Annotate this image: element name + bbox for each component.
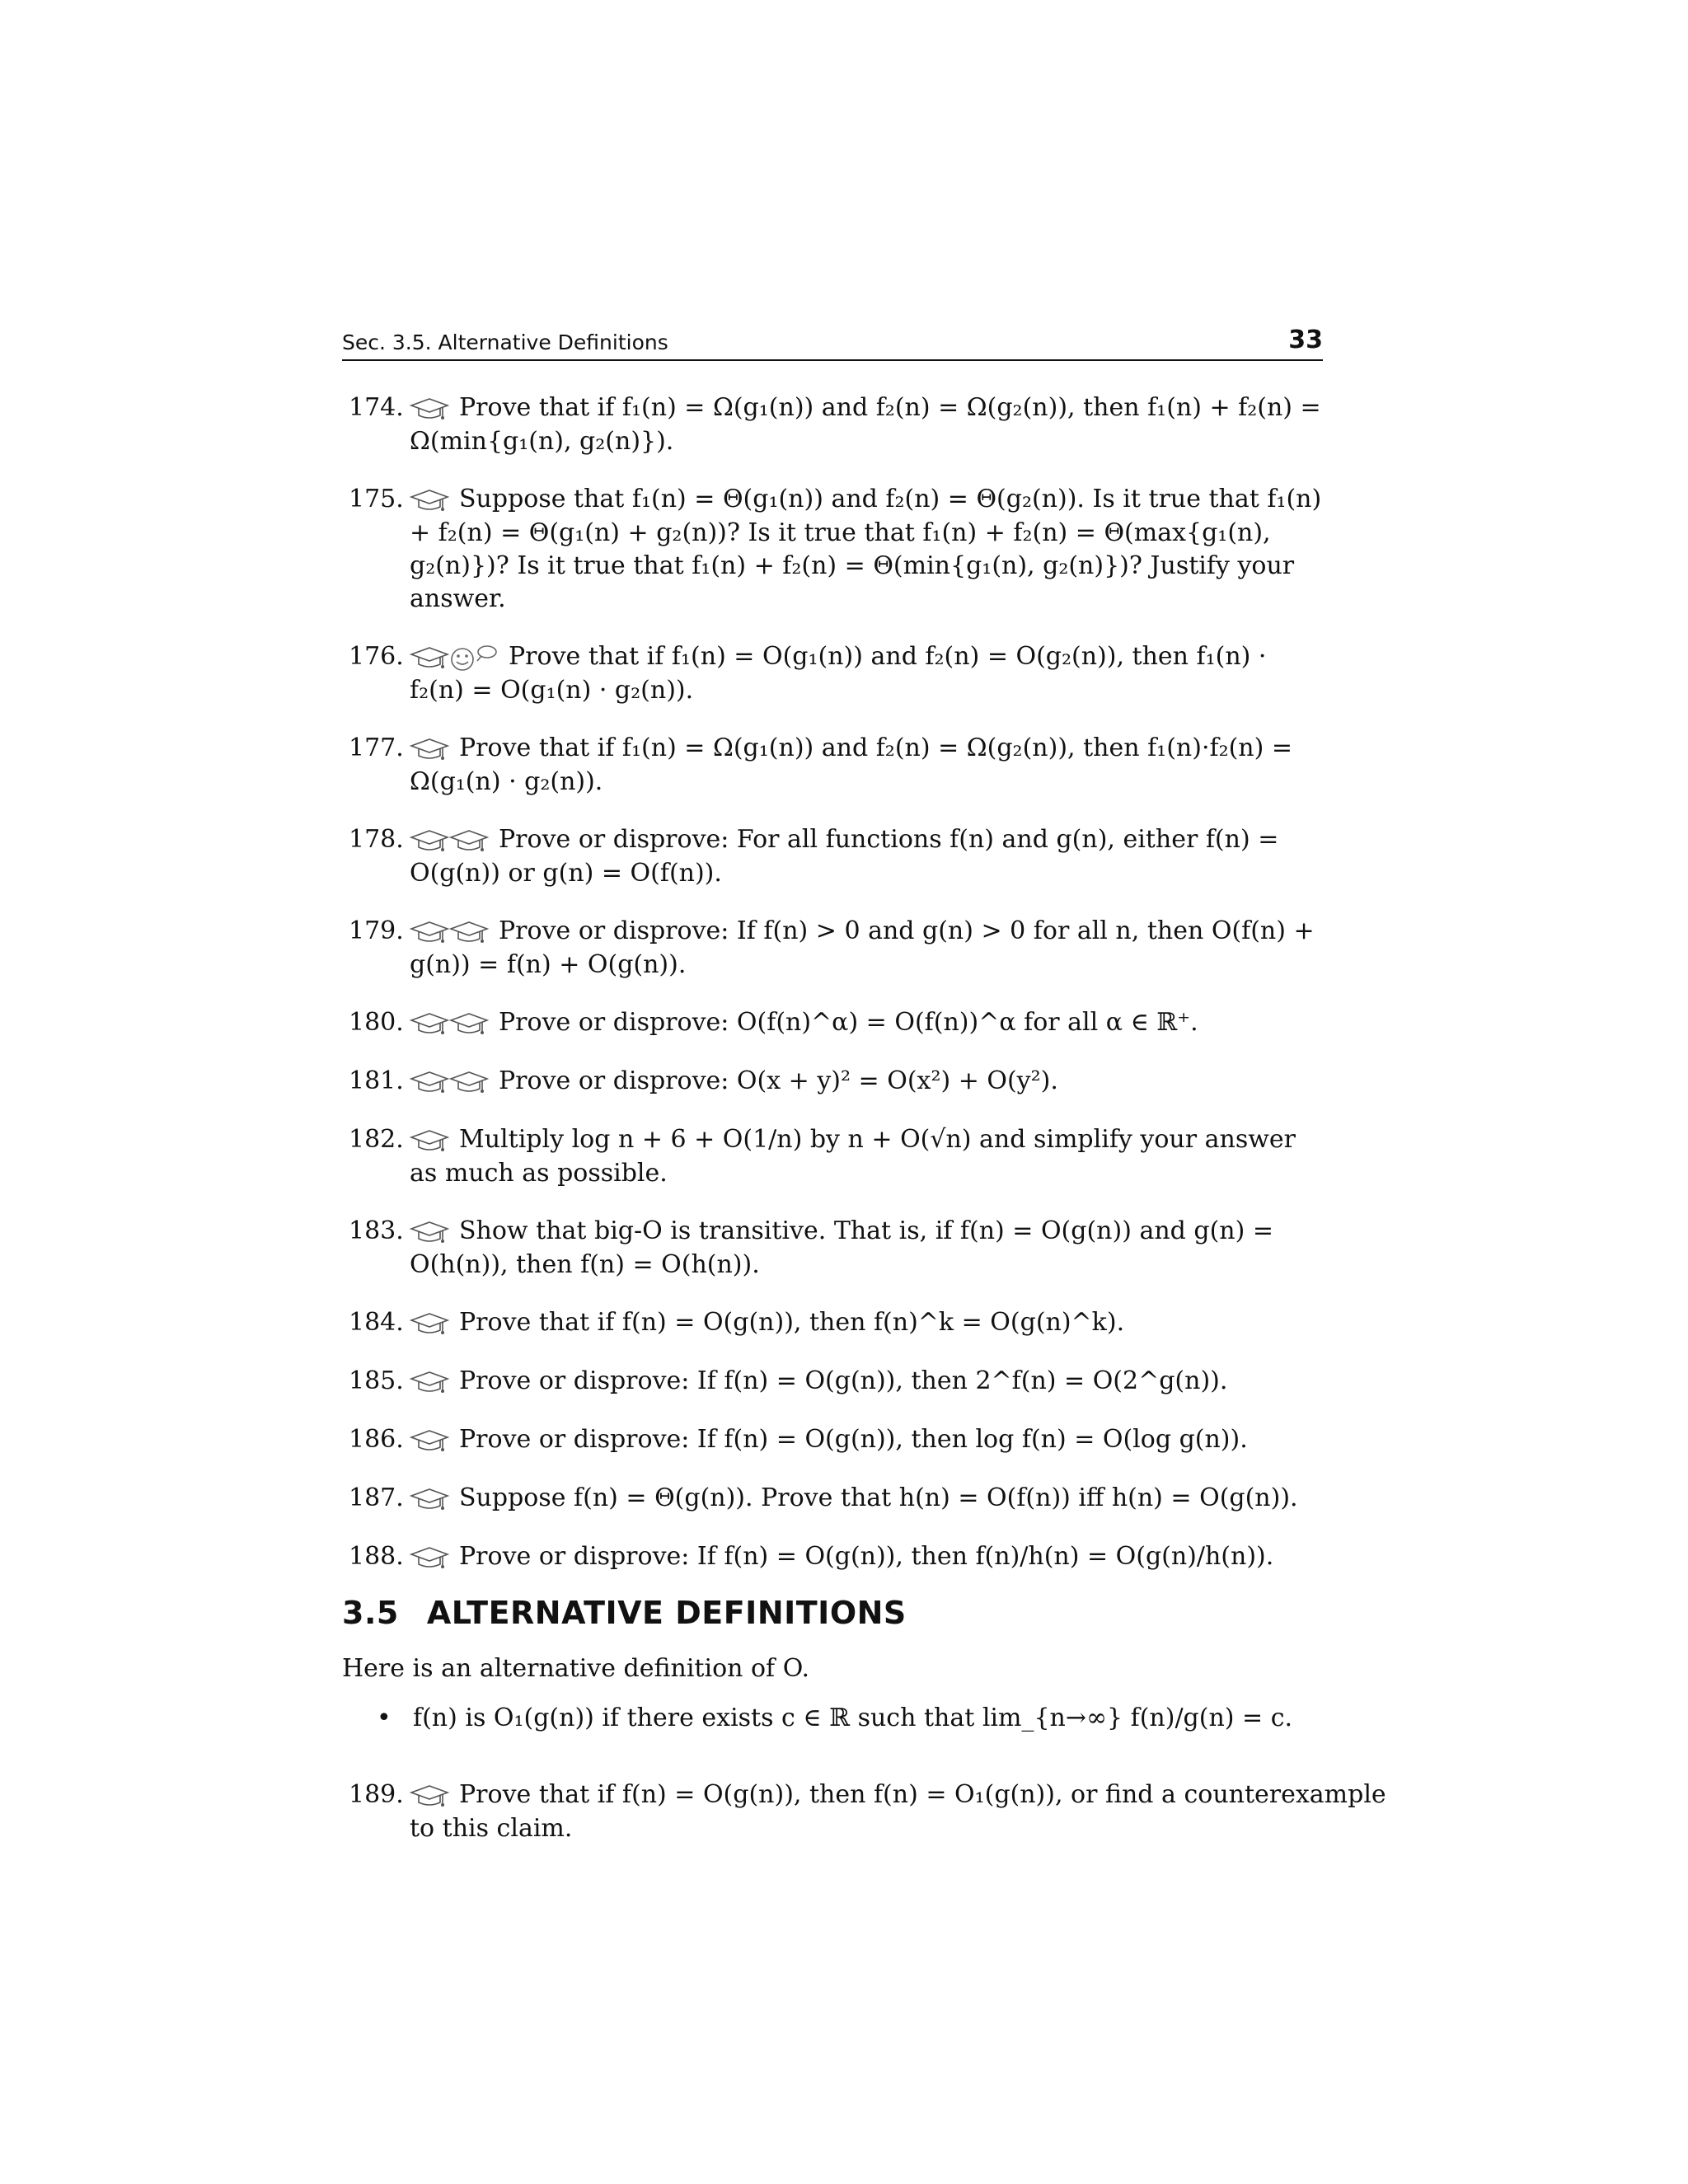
cap-icon [410, 738, 449, 762]
header-section-title: Sec. 3.5. Alternative Definitions [342, 330, 668, 354]
problem-text: Suppose that f₁(n) = Θ(g₁(n)) and f₂(n) = Θ(g₂(n)). Is it true that f₁(n) + f₂(n) = Θ(g₁(n) + g₂(n))? Is it true that f₁(n) + f₂(n) = Θ(max{g₁(n), g₂(n)})? Is it true that f₁(n) + f₂(n) = Θ(min{g₁(n), g₂(n)})? Justify your answer. [410, 485, 1322, 613]
problem-number: 185. [349, 1366, 404, 1395]
difficulty-icons [410, 1779, 449, 1812]
difficulty-icons [410, 824, 489, 857]
problem-number: 183. [349, 1216, 404, 1245]
difficulty-icons [410, 1424, 449, 1457]
problem-item [342, 1123, 1323, 1190]
difficulty-icons [410, 916, 489, 949]
problem-text: Show that big-O is transitive. That is, if f(n) = O(g(n)) and g(n) = O(h(n)), then f(n) = O(h(n)). [410, 1216, 1273, 1279]
problem-text: Prove or disprove: O(x + y)² = O(x²) + O(y²). [499, 1066, 1058, 1095]
problem-number: 174. [349, 393, 404, 422]
page-number: 33 [1288, 326, 1323, 354]
running-header [342, 321, 1323, 361]
problem-text: Prove that if f₁(n) = Ω(g₁(n)) and f₂(n) = Ω(g₂(n)), then f₁(n) + f₂(n) = Ω(min{g₁(n), g₂(n)}). [410, 393, 1321, 456]
difficulty-icons [410, 1066, 489, 1099]
problem-number: 175. [349, 485, 404, 513]
cap-icon [410, 1488, 449, 1512]
problem-text: Suppose f(n) = Θ(g(n)). Prove that h(n) = O(f(n)) iff h(n) = O(g(n)). [459, 1483, 1298, 1512]
problem-text: Prove that if f(n) = O(g(n)), then f(n) = O₁(g(n)), or find a counterexample to this claim. [410, 1780, 1386, 1843]
problem-number: 179. [349, 916, 404, 945]
bullet-dot: • [377, 1704, 392, 1732]
difficulty-icons [410, 1216, 449, 1249]
cap-icon [410, 1371, 449, 1395]
cap-icon [449, 1071, 489, 1095]
problem-item [342, 640, 1323, 707]
difficulty-icons [410, 1307, 449, 1340]
cap-icon [449, 829, 489, 854]
cap-icon [410, 397, 449, 422]
section-title: ALTERNATIVE DEFINITIONS [426, 1595, 907, 1631]
cap-icon [449, 1012, 489, 1037]
problem-list [342, 391, 1323, 1599]
problem-text: Prove or disprove: If f(n) = O(g(n)), then f(n)/h(n) = O(g(n)/h(n)). [459, 1542, 1274, 1571]
cap-icon [410, 1221, 449, 1245]
cap-icon [410, 1784, 449, 1809]
cap-icon [410, 1546, 449, 1571]
cap-icon [410, 1071, 449, 1095]
problem-number: 182. [349, 1125, 404, 1154]
cap-icon [410, 921, 449, 945]
problem-item [342, 1006, 1323, 1040]
problem-item [342, 1215, 1323, 1282]
cap-icon [410, 646, 449, 671]
problem-text: Prove or disprove: If f(n) = O(g(n)), then log f(n) = O(log g(n)). [459, 1425, 1248, 1454]
problem-number: 188. [349, 1542, 404, 1571]
cap-icon [410, 1312, 449, 1337]
problem-number: 177. [349, 733, 404, 762]
problem-number: 178. [349, 825, 404, 854]
section-intro: Here is an alternative definition of O. [342, 1654, 810, 1683]
problem-text: Prove that if f₁(n) = Ω(g₁(n)) and f₂(n) = Ω(g₂(n)), then f₁(n)·f₂(n) = Ω(g₁(n) · g₂(n)). [410, 733, 1293, 796]
problem-item [342, 823, 1323, 890]
problem-text: Prove or disprove: For all functions f(n) and g(n), either f(n) = O(g(n)) or g(n) = O(f(n)). [410, 825, 1279, 888]
problem-number: 180. [349, 1008, 404, 1037]
problem-text: Multiply log n + 6 + O(1/n) by n + O(√n) and simplify your answer as much as possible. [410, 1125, 1296, 1188]
cap-icon [410, 829, 449, 854]
difficulty-icons [410, 1007, 489, 1040]
problem-189 [342, 1779, 1390, 1845]
problem-number: 186. [349, 1425, 404, 1454]
problem-item [342, 1365, 1323, 1399]
cap-icon [449, 921, 489, 945]
definition-text: f(n) is O₁(g(n)) if there exists c ∈ ℝ such that lim_{n→∞} f(n)/g(n) = c. [413, 1704, 1293, 1732]
problem-text: Prove or disprove: O(f(n)^α) = O(f(n))^α for all α ∈ ℝ⁺. [499, 1008, 1198, 1037]
difficulty-icons [410, 1483, 449, 1516]
problem-number: 184. [349, 1308, 404, 1337]
difficulty-icons [410, 641, 499, 674]
difficulty-icons [410, 484, 449, 517]
difficulty-icons [410, 1541, 449, 1574]
problem-number: 187. [349, 1483, 404, 1512]
difficulty-icons [410, 1366, 449, 1399]
smiley-icon [449, 644, 499, 673]
problem-item [342, 732, 1323, 799]
problem-item [342, 915, 1323, 982]
problem-number: 181. [349, 1066, 404, 1095]
difficulty-icons [410, 733, 449, 766]
problem-item [342, 1482, 1323, 1516]
problem-text: Prove that if f(n) = O(g(n)), then f(n)^k = O(g(n)^k). [459, 1308, 1125, 1337]
cap-icon [410, 489, 449, 513]
section-heading [342, 1595, 907, 1631]
difficulty-icons [410, 392, 449, 425]
difficulty-icons [410, 1124, 449, 1157]
cap-icon [410, 1429, 449, 1454]
problem-item [342, 1423, 1323, 1457]
problem-text: Prove or disprove: If f(n) = O(g(n)), then 2^f(n) = O(2^g(n)). [459, 1366, 1228, 1395]
problem-item [342, 1540, 1323, 1574]
problem-item [342, 483, 1323, 616]
problem-number: 189. [349, 1780, 404, 1809]
section-number: 3.5 [342, 1595, 399, 1631]
problem-item [342, 1065, 1323, 1099]
cap-icon [410, 1012, 449, 1037]
problem-number: 176. [349, 642, 404, 671]
problem-text: Prove or disprove: If f(n) > 0 and g(n) > 0 for all n, then O(f(n) + g(n)) = f(n) + O(g(n)). [410, 916, 1315, 979]
problem-item [342, 391, 1323, 458]
problem-text: Prove that if f₁(n) = O(g₁(n)) and f₂(n) = O(g₂(n)), then f₁(n) · f₂(n) = O(g₁(n) · g₂(n)). [410, 642, 1267, 705]
cap-icon [410, 1129, 449, 1154]
problem-item [342, 1306, 1323, 1340]
definition-bullet [377, 1702, 1293, 1735]
